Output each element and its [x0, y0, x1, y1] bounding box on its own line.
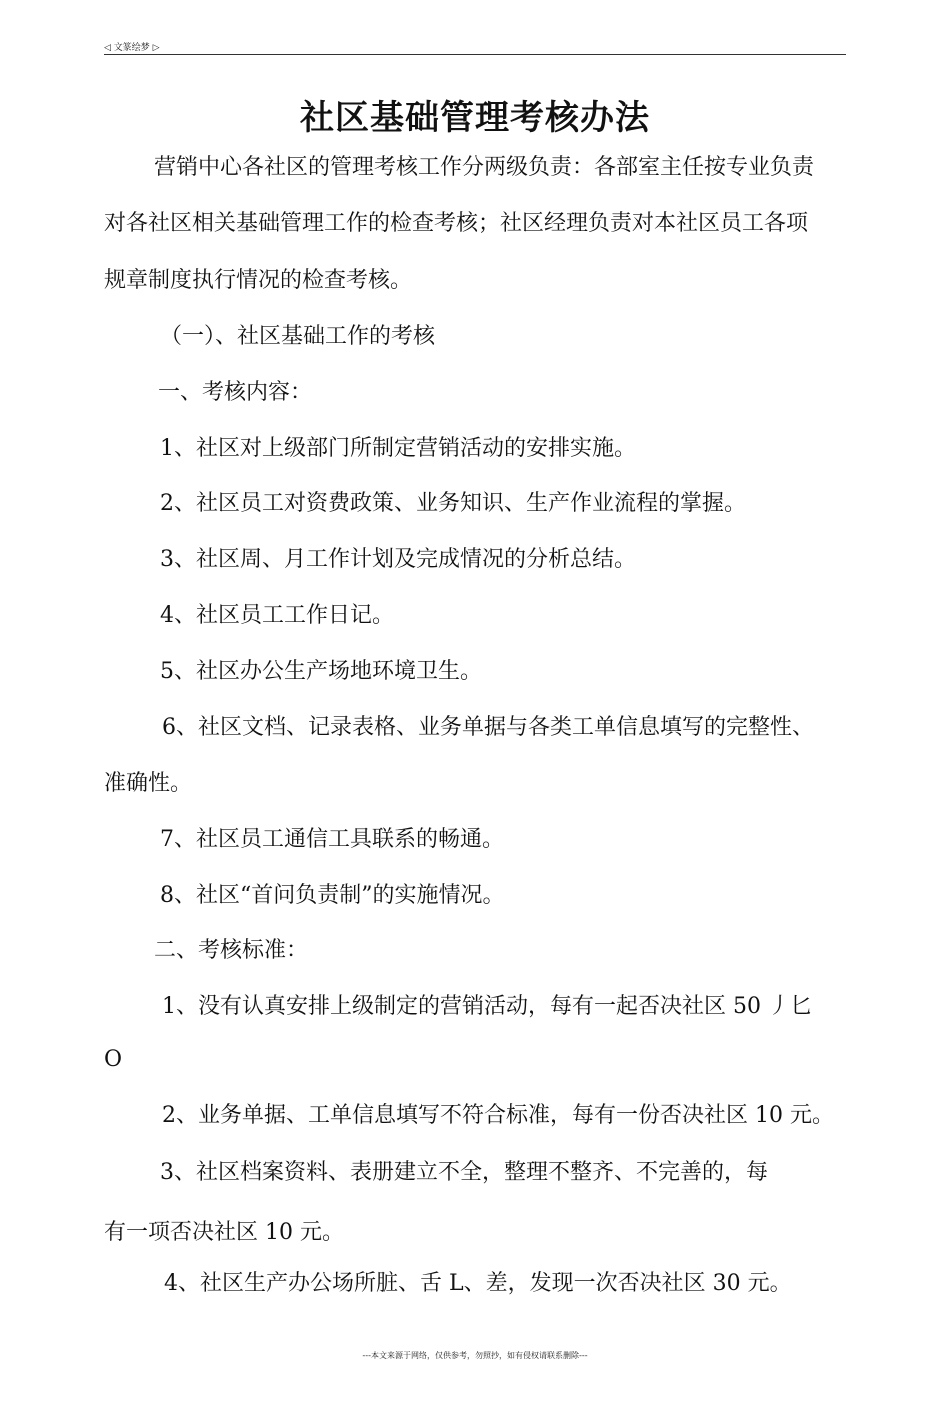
list-item: 6、社区文档、记录表格、业务单据与各类工单信息填写的完整性、 [162, 715, 814, 740]
list-item-continuation: 有一项否决社区 10 元。 [104, 1220, 344, 1245]
list-item: 3、社区档案资料、表册建立不全，整理不整齐、不完善的，每 [160, 1160, 768, 1185]
list-item: 4、社区员工工作日记。 [160, 603, 394, 628]
page-header [104, 40, 846, 55]
header-text: ◁ 文篆绘梦 ▷ [104, 43, 160, 53]
list-item-continuation: 准确性。 [104, 771, 193, 796]
paragraph-line: 营销中心各社区的管理考核工作分两级负责：各部室主任按专业负责 [154, 155, 815, 180]
list-item-continuation: O [104, 1047, 123, 1072]
list-item: 8、社区“首问负责制”的实施情况。 [160, 883, 505, 908]
list-item: 7、社区员工通信工具联系的畅通。 [160, 827, 504, 852]
section-heading: （一）、社区基础工作的考核 [160, 324, 436, 349]
paragraph-line: 对各社区相关基础管理工作的检查考核；社区经理负责对本社区员工各项 [104, 211, 809, 236]
subsection-heading: 一、考核内容： [158, 380, 313, 405]
list-item: 4、社区生产办公场所脏、舌 L、差，发现一次否决社区 30 元。 [164, 1271, 792, 1296]
list-item: 1、没有认真安排上级制定的营销活动，每有一起否决社区 50 丿匕 [162, 994, 812, 1019]
list-item: 2、社区员工对资费政策、业务知识、生产作业流程的掌握。 [160, 491, 746, 516]
list-item: 1、社区对上级部门所制定营销活动的安排实施。 [160, 436, 636, 461]
list-item: 2、业务单据、工单信息填写不符合标准，每有一份否决社区 10 元。 [162, 1103, 834, 1128]
page-footer: ---本文来源于网络，仅供参考，勿照抄，如有侵权请联系删除--- [362, 1351, 588, 1360]
list-item: 5、社区办公生产场地环境卫生。 [160, 659, 482, 684]
paragraph-line: 规章制度执行情况的检查考核。 [104, 268, 413, 293]
subsection-heading: 二、考核标准： [154, 938, 309, 963]
list-item: 3、社区周、月工作计划及完成情况的分析总结。 [160, 547, 636, 572]
document-title: 社区基础管理考核办法 [300, 98, 650, 138]
